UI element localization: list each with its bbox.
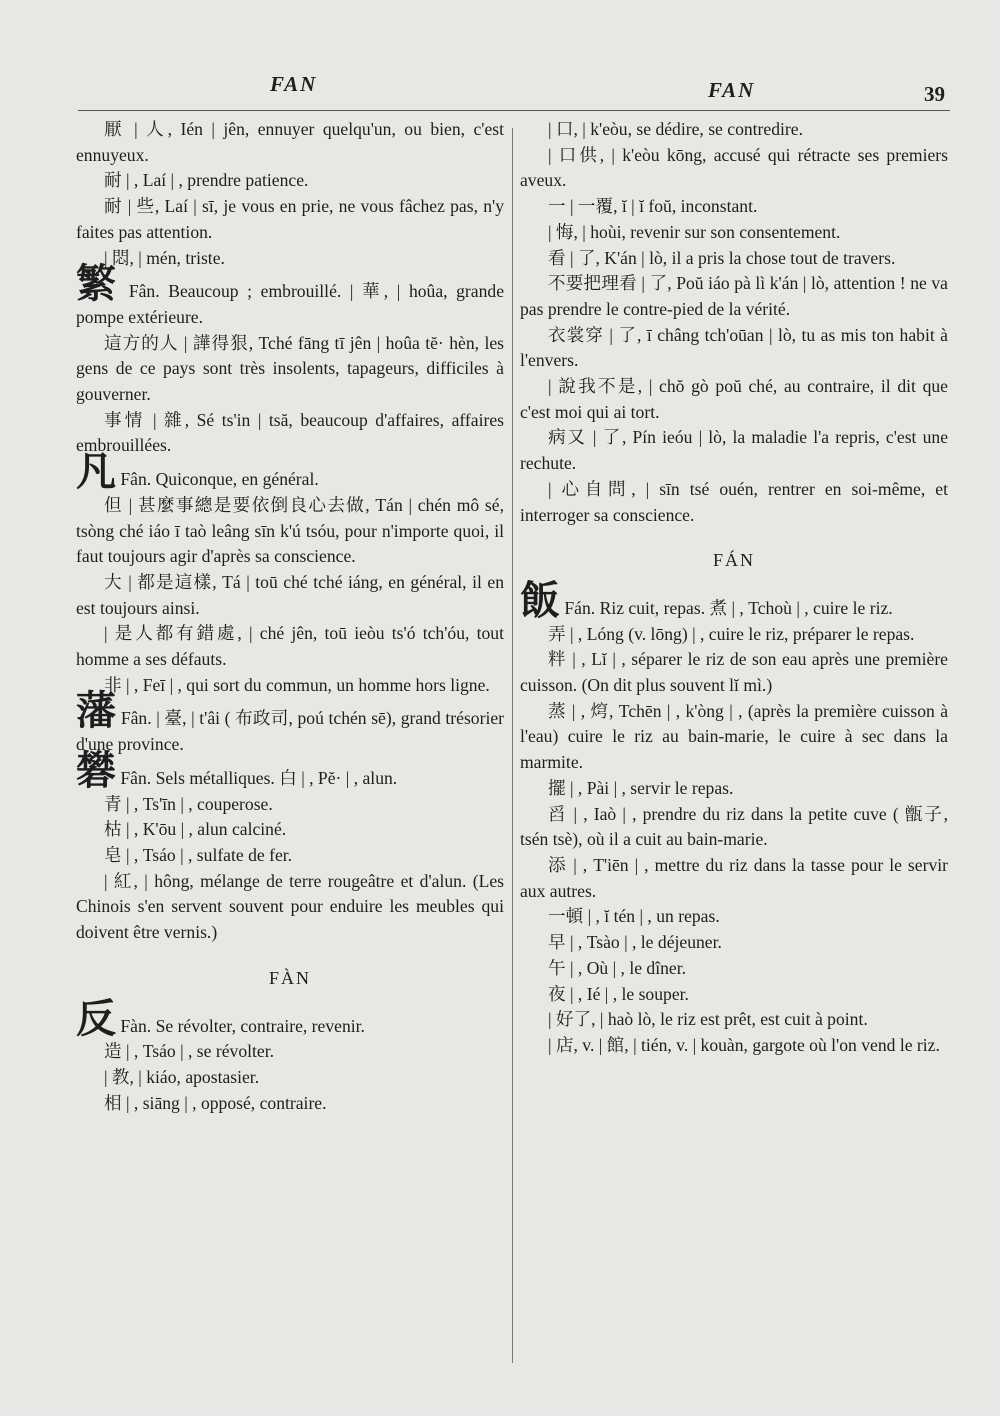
section-heading: FÀN [268, 967, 311, 988]
dictionary-entry: 一頓 | , ĭ tén | , un repas. [548, 906, 720, 927]
dictionary-entry: 非 | , Feī | , qui sort du commun, un homme hors ligne. [104, 674, 490, 695]
dictionary-entry: | 悔, | hoùi, revenir sur son consentement. [548, 221, 841, 242]
dictionary-entry: 看 | 了, K'án | lò, il a pris la chose tout de travers. [548, 247, 896, 268]
dictionary-entry: 這方的人 | 譁得狠, Tché fāng tī jên | hoûa tĕ· hèn, les gens de ce pays sont très insolents, tapageurs, difficiles à gouverner. [76, 332, 504, 405]
dictionary-entry: | 教, | kiáo, apostasier. [104, 1066, 260, 1087]
dictionary-entry: | 口供, | k'eòu kōng, accusé qui rétracte ses premiers aveux. [520, 144, 948, 191]
headword-character: 凡 [76, 449, 116, 495]
headword-definition: Fàn. Se révolter, contraire, revenir. [116, 1015, 365, 1036]
dictionary-entry: | 說我不是, | chŏ gò poŭ ché, au contraire, il dit que c'est moi qui ai tort. [520, 376, 948, 422]
dictionary-entry: 一 | 一覆, ĭ | ĭ foŭ, inconstant. [548, 196, 758, 217]
headword-entry [76, 995, 504, 1041]
headword-definition: Fán. Riz cuit, repas. 煮 | , Tchoù | , cuire le riz. [560, 597, 893, 618]
headword-definition: Fân. Quiconque, en général. [116, 469, 319, 490]
dictionary-entry: 衣裳穿 | 了, ī châng tch'oūan | lò, tu as mis ton habit à l'envers. [520, 324, 948, 371]
left-running-head: FAN [270, 72, 318, 96]
dictionary-entry: | 店, v. | 館, | tién, v. | kouàn, gargote où l'on vend le riz. [548, 1034, 940, 1055]
dictionary-entry: 青 | , Ts'īn | , couperose. [104, 793, 273, 814]
dictionary-entry: 夜 | , Ié | , le souper. [548, 983, 689, 1004]
dictionary-entry: 枯 | , K'ōu | , alun calciné. [104, 819, 287, 840]
headword-entry [76, 747, 504, 793]
headword-character: 反 [76, 995, 116, 1041]
dictionary-entry: | 是人都有錯處, | ché jên, toū ieòu ts'ó tch'óu, tout homme a ses défauts. [76, 623, 504, 670]
dictionary-entry: 䉽 | , Lĭ | , séparer le riz de son eau après une première cuisson. (On dit plus souvent lĭ mì.) [520, 649, 948, 696]
dictionary-entry: 擺 | , Pài | , servir le repas. [548, 777, 734, 798]
dictionary-entry: 大 | 都是這樣, Tá | toū ché tché iáng, en général, il en est toujours ainsi. [76, 571, 504, 618]
dictionary-entry: 事情 | 雜, Sé ts'in | tsă, beaucoup d'affaires, affaires embrouillées. [76, 409, 504, 456]
dictionary-entry: | 悶, | mén, triste. [104, 247, 225, 268]
headword-definition: Fân. Beaucoup ; embrouillé. | 華, | hoûa, grande pompe extérieure. [76, 281, 505, 327]
dictionary-entry: 弄 | , Lóng (v. lōng) | , cuire le riz, préparer le repas. [548, 623, 915, 644]
headword-character: 礬 [76, 747, 116, 793]
dictionary-entry: 相 | , siāng | , opposé, contraire. [104, 1092, 327, 1113]
dictionary-entry: | 紅, | hông, mélange de terre rougeâtre et d'alun. (Les Chinois s'en servent souvent pour enduire les meubles qui doivent être vernis.) [76, 870, 504, 943]
dictionary-entry: 厭 | 人, Ién | jên, ennuyer quelqu'un, ou bien, c'est ennuyeux. [76, 119, 504, 165]
section-heading: FÁN [712, 550, 755, 571]
right-running-head: FAN [708, 78, 756, 102]
right-column [520, 117, 948, 1059]
headword-entry [76, 261, 505, 330]
headword-definition: Fân. Sels métalliques. 白 | , Pĕ· | , alun. [116, 767, 398, 788]
dictionary-entry: | 口, | k'eòu, se dédire, se contredire. [548, 119, 803, 139]
dictionary-entry: 耐 | 些, Laí | sī, je vous en prie, ne vous fâchez pas, n'y faites pas attention. [76, 196, 504, 242]
dictionary-entry: 造 | , Tsáo | , se révolter. [104, 1041, 274, 1062]
left-column [76, 117, 504, 1116]
dictionary-entry: 早 | , Tsào | , le déjeuner. [548, 932, 722, 953]
dictionary-entry: 舀 | , Iaò | , prendre du riz dans la petite cuve ( 甑子, tsén tsè), où il a cuit au bain-marie. [520, 803, 948, 850]
headword-entry [76, 688, 505, 757]
dictionary-entry: 皂 | , Tsáo | , sulfate de fer. [104, 844, 293, 865]
headword-character: 飯 [520, 577, 560, 623]
dictionary-entry: 午 | , Où | , le dîner. [548, 957, 687, 978]
headword-character: 藩 [76, 688, 117, 734]
headword-character: 繁 [76, 261, 121, 307]
column-divider [512, 128, 513, 1363]
dictionary-entry: | 好了, | haò lò, le riz est prêt, est cuit à point. [548, 1009, 868, 1030]
headword-entry [520, 577, 948, 623]
dictionary-entry: 添 | , T'iēn | , mettre du riz dans la tasse pour le servir aux autres. [520, 854, 948, 901]
dictionary-entry: 不要把理看 | 了, Poŭ iáo pà lì k'án | lò, attention ! ne va pas prendre le contre-pied de la vérité. [520, 273, 948, 319]
page-number: 39 [924, 82, 945, 106]
header-rule [78, 110, 950, 111]
dictionary-entry: 耐 | , Laí | , prendre patience. [104, 170, 309, 191]
dictionary-entry: 但 | 甚麼事總是要依倒良心去做, Tán | chén mô sé, tsòng ché iáo ī taò leâng sīn k'ú tsóu, pour n'importe quoi, il faut toujours agir d'après sa conscience. [76, 494, 504, 567]
dictionary-entry: 蒸 | , 焪, Tchēn | , k'òng | , (après la première cuisson à l'eau) cuire le riz au bain-marie, le cuire à sec dans la marmite. [520, 700, 948, 773]
headword-definition: Fân. | 臺, | t'âi ( 布政司, poú tchén sē), grand trésorier d'une province. [76, 708, 505, 755]
dictionary-entry: | 心自問, | sīn tsé ouén, rentrer en soi-même, et interroger sa conscience. [520, 478, 948, 525]
headword-entry [76, 449, 504, 495]
dictionary-entry: 病又 | 了, Pín ieóu | lò, la maladie l'a repris, c'est une rechute. [520, 427, 948, 474]
running-header [0, 68, 1000, 108]
